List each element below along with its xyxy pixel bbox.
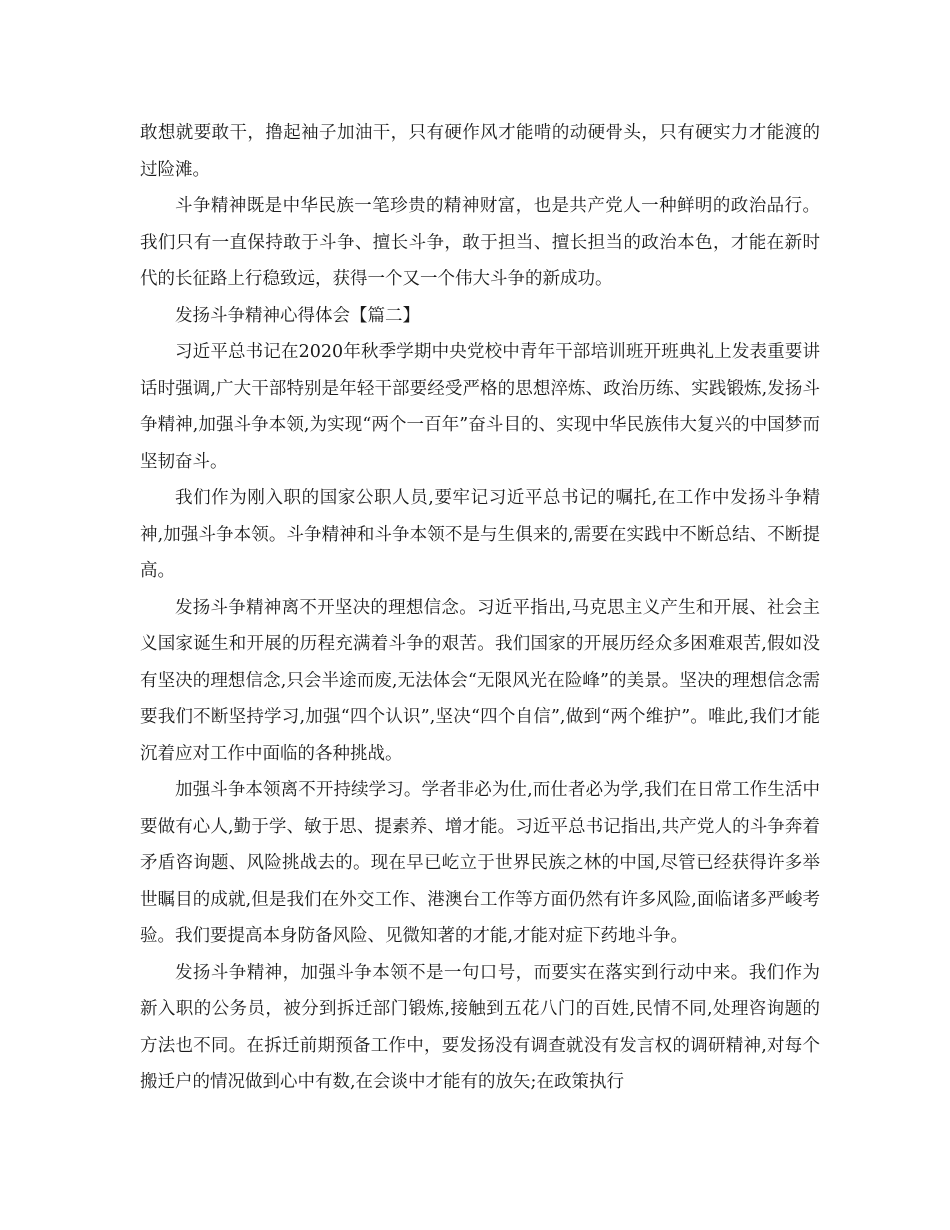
paragraph: 发扬斗争精神离不开坚决的理想信念。习近平指出,马克思主义产生和开展、社会主义国家诞生和开展的历程充满着斗争的艰苦。我们国家的开展历经众多困难艰苦,假如没有坚决的理想信念,只会半途而废,无法体会“无限风光在险峰”的美景。坚决的理想信念需要我们不断坚持学习,加强“四个认识”,坚决“四个自信”,做到“两个维护”。唯此,我们才能沉着应对工作中面临的各种挑战。: [140, 597, 820, 764]
paragraph: 我们作为刚入职的国家公职人员,要牢记习近平总书记的嘱托,在工作中发扬斗争精神,加强斗争本领。斗争精神和斗争本领不是与生俱来的,需要在实践中不断总结、不断提高。: [140, 488, 820, 581]
paragraph-continuation: 敢想就要敢干，撸起袖子加油干，只有硬作风才能啃的动硬骨头，只有硬实力才能渡的过险滩。: [140, 123, 820, 180]
section-heading: 发扬斗争精神心得体会【篇二】: [175, 305, 420, 326]
paragraph: 发扬斗争精神，加强斗争本领不是一句口号，而要实在落实到行动中来。我们作为新入职的公务员，被分到拆迁部门锻炼,接触到五花八门的百姓,民情不同,处理咨询题的方法也不同。在拆迁前期预备工作中，要发扬没有调查就没有发言权的调研精神,对每个搬迁户的情况做到心中有数,在会谈中才能有的放矢;在政策执行: [140, 962, 820, 1092]
paragraph: 加强斗争本领离不开持续学习。学者非必为仕,而仕者必为学,我们在日常工作生活中要做有心人,勤于学、敏于思、提素养、增才能。习近平总书记指出,共产党人的斗争奔着矛盾咨询题、风险挑战去的。现在早已屹立于世界民族之林的中国,尽管已经获得许多举世瞩目的成就,但是我们在外交工作、港澳台工作等方面仍然有许多风险,面临诸多严峻考验。我们要提高本身防备风险、见微知著的才能,才能对症下药地斗争。: [140, 780, 820, 946]
document-body: [140, 115, 820, 1101]
paragraph: 习近平总书记在2020年秋季学期中央党校中青年干部培训班开班典礼上发表重要讲话时强调,广大干部特别是年轻干部要经受严格的思想淬炼、政治历练、实践锻炼,发扬斗争精神,加强斗争本领,为实现“两个一百年”奋斗目的、实现中华民族伟大复兴的中国梦而坚韧奋斗。: [140, 342, 820, 472]
paragraph: 斗争精神既是中华民族一笔珍贵的精神财富，也是共产党人一种鲜明的政治品行。我们只有一直保持敢于斗争、擅长斗争，敢于担当、擅长担当的政治本色，才能在新时代的长征路上行稳致远，获得一个又一个伟大斗争的新成功。: [140, 196, 820, 289]
